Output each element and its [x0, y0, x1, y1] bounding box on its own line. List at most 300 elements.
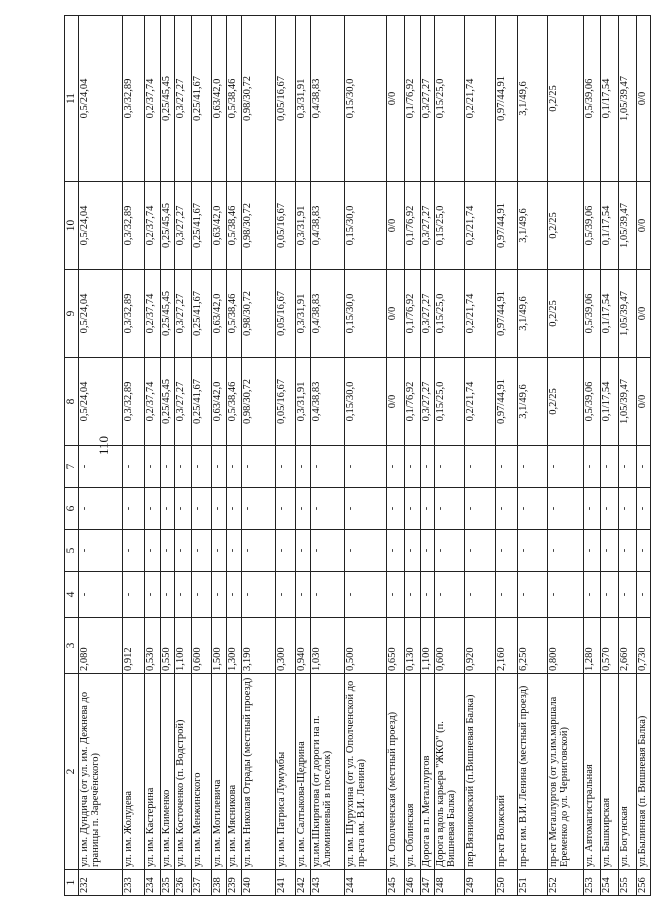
cell-value: 0,4/38,83	[311, 16, 345, 182]
cell-value: 0,25/41,67	[192, 358, 212, 446]
cell-value: -	[311, 488, 345, 530]
column-header: 11	[65, 16, 79, 182]
table-row	[161, 16, 175, 896]
cell-value: 0,5/24,04	[79, 16, 123, 182]
cell-value: -	[637, 572, 651, 618]
cell-value: -	[421, 530, 435, 572]
cell-value: -	[518, 572, 548, 618]
cell-value: 0,25/41,67	[192, 270, 212, 358]
street-name: ул. им. Кастерина	[145, 674, 161, 870]
cell-value: -	[601, 530, 619, 572]
cell-value: 0,98/30,72	[242, 358, 276, 446]
cell-value: -	[296, 488, 311, 530]
length-value: 0,300	[276, 618, 296, 674]
cell-value: 0,2/25	[548, 182, 584, 270]
cell-value: 0,1/76,92	[405, 270, 421, 358]
cell-value: -	[175, 572, 192, 618]
column-header: 8	[65, 358, 79, 446]
cell-value: -	[465, 530, 496, 572]
row-number: 246	[405, 870, 421, 896]
cell-value: -	[276, 530, 296, 572]
cell-value: -	[387, 488, 405, 530]
row-number: 242	[296, 870, 311, 896]
cell-value: 0,98/30,72	[242, 182, 276, 270]
cell-value: 0,15/30,0	[345, 270, 387, 358]
length-value: 0,600	[435, 618, 465, 674]
cell-value: 0,63/42,0	[212, 270, 227, 358]
cell-value: 0/0	[387, 358, 405, 446]
cell-value: 0,5/38,46	[227, 182, 242, 270]
cell-value: -	[496, 488, 518, 530]
length-value: 0,912	[123, 618, 145, 674]
cell-value: 3,1/49,6	[518, 16, 548, 182]
cell-value: 0/0	[637, 270, 651, 358]
cell-value: -	[212, 530, 227, 572]
length-value: 1,100	[421, 618, 435, 674]
column-header: 3	[65, 618, 79, 674]
cell-value: -	[405, 530, 421, 572]
cell-value: -	[242, 446, 276, 488]
table-body	[79, 16, 651, 896]
street-name: ул. им. Клименко	[161, 674, 175, 870]
rotated-table-container	[64, 16, 648, 896]
cell-value: -	[123, 530, 145, 572]
street-name: Дорога вдоль карьера "ЖКО" (п. Вишневая Балка)	[435, 674, 465, 870]
row-number: 239	[227, 870, 242, 896]
length-value: 0,730	[637, 618, 651, 674]
table-row	[192, 16, 212, 896]
length-value: 0,500	[345, 618, 387, 674]
length-value: 2,080	[79, 618, 123, 674]
cell-value: -	[296, 446, 311, 488]
cell-value: -	[276, 488, 296, 530]
length-value: 0,570	[601, 618, 619, 674]
cell-value: 1,05/39,47	[619, 270, 637, 358]
cell-value: 0,1/17,54	[601, 182, 619, 270]
cell-value: 0,3/32,89	[123, 358, 145, 446]
row-number: 243	[311, 870, 345, 896]
cell-value: -	[518, 488, 548, 530]
cell-value: -	[465, 446, 496, 488]
row-number: 241	[276, 870, 296, 896]
cell-value: -	[619, 530, 637, 572]
column-header: 6	[65, 488, 79, 530]
cell-value: 0,1/76,92	[405, 16, 421, 182]
cell-value: 0,5/24,04	[79, 270, 123, 358]
cell-value: -	[405, 488, 421, 530]
table-row	[345, 16, 387, 896]
row-number: 253	[584, 870, 601, 896]
cell-value: -	[161, 530, 175, 572]
cell-value: 0,15/30,0	[345, 16, 387, 182]
street-name: ул. им. Николая Отрады (местный проезд)	[242, 674, 276, 870]
cell-value: -	[435, 530, 465, 572]
column-header: 7	[65, 446, 79, 488]
cell-value: 0,5/39,06	[584, 270, 601, 358]
street-name: ул.им.Шкирятова (от дороги на п. Алюминиевый в поселок)	[311, 674, 345, 870]
row-number: 238	[212, 870, 227, 896]
cell-value: 0,2/37,74	[145, 270, 161, 358]
cell-value: -	[387, 530, 405, 572]
cell-value: -	[311, 530, 345, 572]
table-row	[619, 16, 637, 896]
cell-value: 0,1/76,92	[405, 358, 421, 446]
length-value: 0,550	[161, 618, 175, 674]
cell-value: 0,15/25,0	[435, 358, 465, 446]
street-name: пер.Вязниковский (п.Вишневая Балка)	[465, 674, 496, 870]
cell-value: -	[496, 530, 518, 572]
street-name: ул. Автомагистральная	[584, 674, 601, 870]
cell-value: -	[276, 446, 296, 488]
cell-value: 0,3/31,91	[296, 16, 311, 182]
row-number: 240	[242, 870, 276, 896]
cell-value: -	[548, 530, 584, 572]
table-row	[548, 16, 584, 896]
cell-value: 1,05/39,47	[619, 182, 637, 270]
cell-value: -	[161, 488, 175, 530]
length-value: 0,600	[192, 618, 212, 674]
table-row	[296, 16, 311, 896]
cell-value: -	[465, 488, 496, 530]
cell-value: -	[79, 488, 123, 530]
cell-value: 0,2/25	[548, 270, 584, 358]
cell-value: 0,98/30,72	[242, 16, 276, 182]
cell-value: 0,5/24,04	[79, 182, 123, 270]
cell-value: 0,97/44,91	[496, 270, 518, 358]
length-value: 1,500	[212, 618, 227, 674]
row-number: 255	[619, 870, 637, 896]
cell-value: 0,3/27,27	[421, 182, 435, 270]
row-number: 249	[465, 870, 496, 896]
cell-value: 0,15/25,0	[435, 182, 465, 270]
cell-value: -	[227, 572, 242, 618]
cell-value: 0,15/25,0	[435, 16, 465, 182]
cell-value: -	[123, 446, 145, 488]
street-name: ул. Богунская	[619, 674, 637, 870]
table-row	[465, 16, 496, 896]
cell-value: -	[145, 446, 161, 488]
row-number: 235	[161, 870, 175, 896]
row-number: 245	[387, 870, 405, 896]
cell-value: 0,2/37,74	[145, 182, 161, 270]
street-name: пр-кт Волжский	[496, 674, 518, 870]
cell-value: -	[584, 572, 601, 618]
cell-value: -	[637, 530, 651, 572]
page-number: 110	[96, 435, 111, 455]
street-name: ул. Башкирская	[601, 674, 619, 870]
cell-value: -	[405, 446, 421, 488]
cell-value: -	[79, 572, 123, 618]
row-number: 250	[496, 870, 518, 896]
cell-value: 0,05/16,67	[276, 270, 296, 358]
cell-value: 0,3/27,27	[421, 16, 435, 182]
cell-value: -	[161, 572, 175, 618]
cell-value: 0,4/38,83	[311, 270, 345, 358]
cell-value: -	[345, 488, 387, 530]
row-number: 247	[421, 870, 435, 896]
row-number: 234	[145, 870, 161, 896]
street-name: ул. Облинская	[405, 674, 421, 870]
cell-value: 0,25/45,45	[161, 16, 175, 182]
cell-value: 0,5/39,06	[584, 358, 601, 446]
cell-value: 0,97/44,91	[496, 182, 518, 270]
cell-value: 0,2/21,74	[465, 270, 496, 358]
column-header: 2	[65, 674, 79, 870]
cell-value: 0,3/27,27	[421, 270, 435, 358]
table-row	[276, 16, 296, 896]
cell-value: 3,1/49,6	[518, 182, 548, 270]
street-name: ул. им. Дундича (от ул. им. Дежнева до границы п. Заречёнского)	[79, 674, 123, 870]
cell-value: 0,97/44,91	[496, 358, 518, 446]
cell-value: 0,15/30,0	[345, 182, 387, 270]
cell-value: -	[175, 530, 192, 572]
cell-value: 0,2/25	[548, 16, 584, 182]
cell-value: -	[345, 572, 387, 618]
column-header: 10	[65, 182, 79, 270]
cell-value: 0,1/17,54	[601, 270, 619, 358]
table-row	[584, 16, 601, 896]
cell-value: -	[227, 488, 242, 530]
cell-value: -	[296, 530, 311, 572]
length-value: 0,920	[465, 618, 496, 674]
cell-value: 0,1/17,54	[601, 16, 619, 182]
street-name: ул.Былинная (п. Вишневая Балка)	[637, 674, 651, 870]
cell-value: -	[145, 572, 161, 618]
cell-value: -	[601, 572, 619, 618]
cell-value: -	[637, 446, 651, 488]
cell-value: 0,15/25,0	[435, 270, 465, 358]
cell-value: -	[548, 488, 584, 530]
cell-value: 0,3/27,27	[175, 270, 192, 358]
length-value: 3,190	[242, 618, 276, 674]
cell-value: 0,5/39,06	[584, 16, 601, 182]
cell-value: -	[637, 488, 651, 530]
length-value: 0,650	[387, 618, 405, 674]
row-number: 237	[192, 870, 212, 896]
cell-value: -	[584, 446, 601, 488]
row-number: 252	[548, 870, 584, 896]
cell-value: 0,3/31,91	[296, 182, 311, 270]
cell-value: -	[79, 530, 123, 572]
cell-value: 3,1/49,6	[518, 270, 548, 358]
cell-value: -	[584, 530, 601, 572]
cell-value: -	[387, 572, 405, 618]
cell-value: 0,3/27,27	[175, 16, 192, 182]
cell-value: -	[496, 446, 518, 488]
cell-value: 0,3/27,27	[175, 358, 192, 446]
length-value: 1,300	[227, 618, 242, 674]
street-name: ул. им. Патриса Лумумбы	[276, 674, 296, 870]
cell-value: 0,2/21,74	[465, 358, 496, 446]
table-row	[421, 16, 435, 896]
cell-value: 3,1/49,6	[518, 358, 548, 446]
street-name: ул. Ополченская (местный проезд)	[387, 674, 405, 870]
cell-value: 0,2/21,74	[465, 182, 496, 270]
length-value: 1,280	[584, 618, 601, 674]
cell-value: -	[242, 530, 276, 572]
cell-value: -	[601, 446, 619, 488]
cell-value: 0,25/45,45	[161, 182, 175, 270]
row-number: 232	[79, 870, 123, 896]
cell-value: 0,5/38,46	[227, 16, 242, 182]
column-header: 1	[65, 870, 79, 896]
street-name: ул. им. Косточенко (п. Водстрой)	[175, 674, 192, 870]
cell-value: -	[345, 446, 387, 488]
cell-value: -	[227, 446, 242, 488]
table-row	[405, 16, 421, 896]
cell-value: -	[79, 446, 123, 488]
cell-value: -	[145, 530, 161, 572]
cell-value: -	[311, 446, 345, 488]
cell-value: 0,98/30,72	[242, 270, 276, 358]
cell-value: -	[435, 572, 465, 618]
cell-value: 0,5/39,06	[584, 182, 601, 270]
cell-value: -	[421, 446, 435, 488]
table-row	[601, 16, 619, 896]
cell-value: 0,05/16,67	[276, 182, 296, 270]
cell-value: 0,4/38,83	[311, 182, 345, 270]
street-name: ул. им. Шурухина (от ул. Ополченской до пр-кта им. В.И. Ленина)	[345, 674, 387, 870]
street-name: ул. им. Могилевича	[212, 674, 227, 870]
street-name: ул. им. Салтыкова-Щедрина	[296, 674, 311, 870]
cell-value: -	[465, 572, 496, 618]
table-row	[227, 16, 242, 896]
row-number: 254	[601, 870, 619, 896]
table-row	[145, 16, 161, 896]
length-value: 2,160	[496, 618, 518, 674]
cell-value: 0,5/38,46	[227, 270, 242, 358]
length-value: 6,250	[518, 618, 548, 674]
cell-value: -	[161, 446, 175, 488]
cell-value: 0,25/45,45	[161, 270, 175, 358]
cell-value: 0/0	[637, 16, 651, 182]
cell-value: 0,2/25	[548, 358, 584, 446]
cell-value: -	[242, 488, 276, 530]
cell-value: 0,5/24,04	[79, 358, 123, 446]
cell-value: -	[145, 488, 161, 530]
cell-value: 0,25/45,45	[161, 358, 175, 446]
cell-value: -	[548, 572, 584, 618]
cell-value: -	[123, 488, 145, 530]
cell-value: -	[619, 572, 637, 618]
cell-value: 0,63/42,0	[212, 16, 227, 182]
cell-value: 0,63/42,0	[212, 182, 227, 270]
table-row	[435, 16, 465, 896]
street-name: Дорога в п. Металлургов	[421, 674, 435, 870]
cell-value: -	[518, 446, 548, 488]
length-value: 2,660	[619, 618, 637, 674]
cell-value: -	[192, 572, 212, 618]
cell-value: 0,63/42,0	[212, 358, 227, 446]
cell-value: 0,3/32,89	[123, 16, 145, 182]
row-number: 236	[175, 870, 192, 896]
cell-value: 0/0	[637, 182, 651, 270]
cell-value: -	[387, 446, 405, 488]
length-value: 0,130	[405, 618, 421, 674]
cell-value: -	[276, 572, 296, 618]
cell-value: -	[242, 572, 276, 618]
cell-value: 0,3/32,89	[123, 270, 145, 358]
cell-value: 0,5/38,46	[227, 358, 242, 446]
cell-value: 0,25/41,67	[192, 182, 212, 270]
cell-value: -	[192, 446, 212, 488]
cell-value: 0/0	[637, 358, 651, 446]
cell-value: 0,2/37,74	[145, 358, 161, 446]
length-value: 0,530	[145, 618, 161, 674]
row-number: 256	[637, 870, 651, 896]
row-number: 248	[435, 870, 465, 896]
cell-value: -	[227, 530, 242, 572]
cell-value: -	[345, 530, 387, 572]
street-name: пр-кт Металлургов (от ул.им.маршала Еременко до ул. Черниговской)	[548, 674, 584, 870]
row-number: 233	[123, 870, 145, 896]
cell-value: -	[518, 530, 548, 572]
cell-value: -	[311, 572, 345, 618]
street-name: ул. им. Менжинского	[192, 674, 212, 870]
roads-table	[64, 15, 651, 896]
cell-value: 0,3/27,27	[421, 358, 435, 446]
row-number: 251	[518, 870, 548, 896]
length-value: 1,030	[311, 618, 345, 674]
street-name: ул. им. Мясникова	[227, 674, 242, 870]
table-row	[79, 16, 123, 896]
cell-value: 0,05/16,67	[276, 16, 296, 182]
column-header: 9	[65, 270, 79, 358]
length-value: 1,100	[175, 618, 192, 674]
cell-value: 0,2/21,74	[465, 16, 496, 182]
cell-value: 0/0	[387, 270, 405, 358]
cell-value: 0,4/38,83	[311, 358, 345, 446]
length-value: 0,940	[296, 618, 311, 674]
cell-value: -	[175, 446, 192, 488]
street-name: ул. им. Жолудева	[123, 674, 145, 870]
table-row	[242, 16, 276, 896]
cell-value: -	[496, 572, 518, 618]
cell-value: 1,05/39,47	[619, 358, 637, 446]
cell-value: 0,3/32,89	[123, 182, 145, 270]
cell-value: -	[296, 572, 311, 618]
cell-value: -	[601, 488, 619, 530]
length-value: 0,800	[548, 618, 584, 674]
cell-value: -	[212, 488, 227, 530]
table-row	[387, 16, 405, 896]
cell-value: -	[435, 488, 465, 530]
table-row	[212, 16, 227, 896]
cell-value: 0,1/17,54	[601, 358, 619, 446]
cell-value: 0,2/37,74	[145, 16, 161, 182]
cell-value: -	[175, 488, 192, 530]
table-header-row	[65, 16, 79, 896]
table-row	[496, 16, 518, 896]
cell-value: 0,3/31,91	[296, 358, 311, 446]
cell-value: 0,25/41,67	[192, 16, 212, 182]
cell-value: 0,3/31,91	[296, 270, 311, 358]
cell-value: -	[584, 488, 601, 530]
cell-value: 0,05/16,67	[276, 358, 296, 446]
table-row	[518, 16, 548, 896]
cell-value: -	[619, 446, 637, 488]
cell-value: -	[192, 488, 212, 530]
cell-value: 0,1/76,92	[405, 182, 421, 270]
cell-value: -	[212, 446, 227, 488]
cell-value: 0,97/44,91	[496, 16, 518, 182]
cell-value: -	[548, 446, 584, 488]
cell-value: 0/0	[387, 182, 405, 270]
cell-value: 0,3/27,27	[175, 182, 192, 270]
cell-value: -	[421, 572, 435, 618]
cell-value: 1,05/39,47	[619, 16, 637, 182]
cell-value: -	[619, 488, 637, 530]
